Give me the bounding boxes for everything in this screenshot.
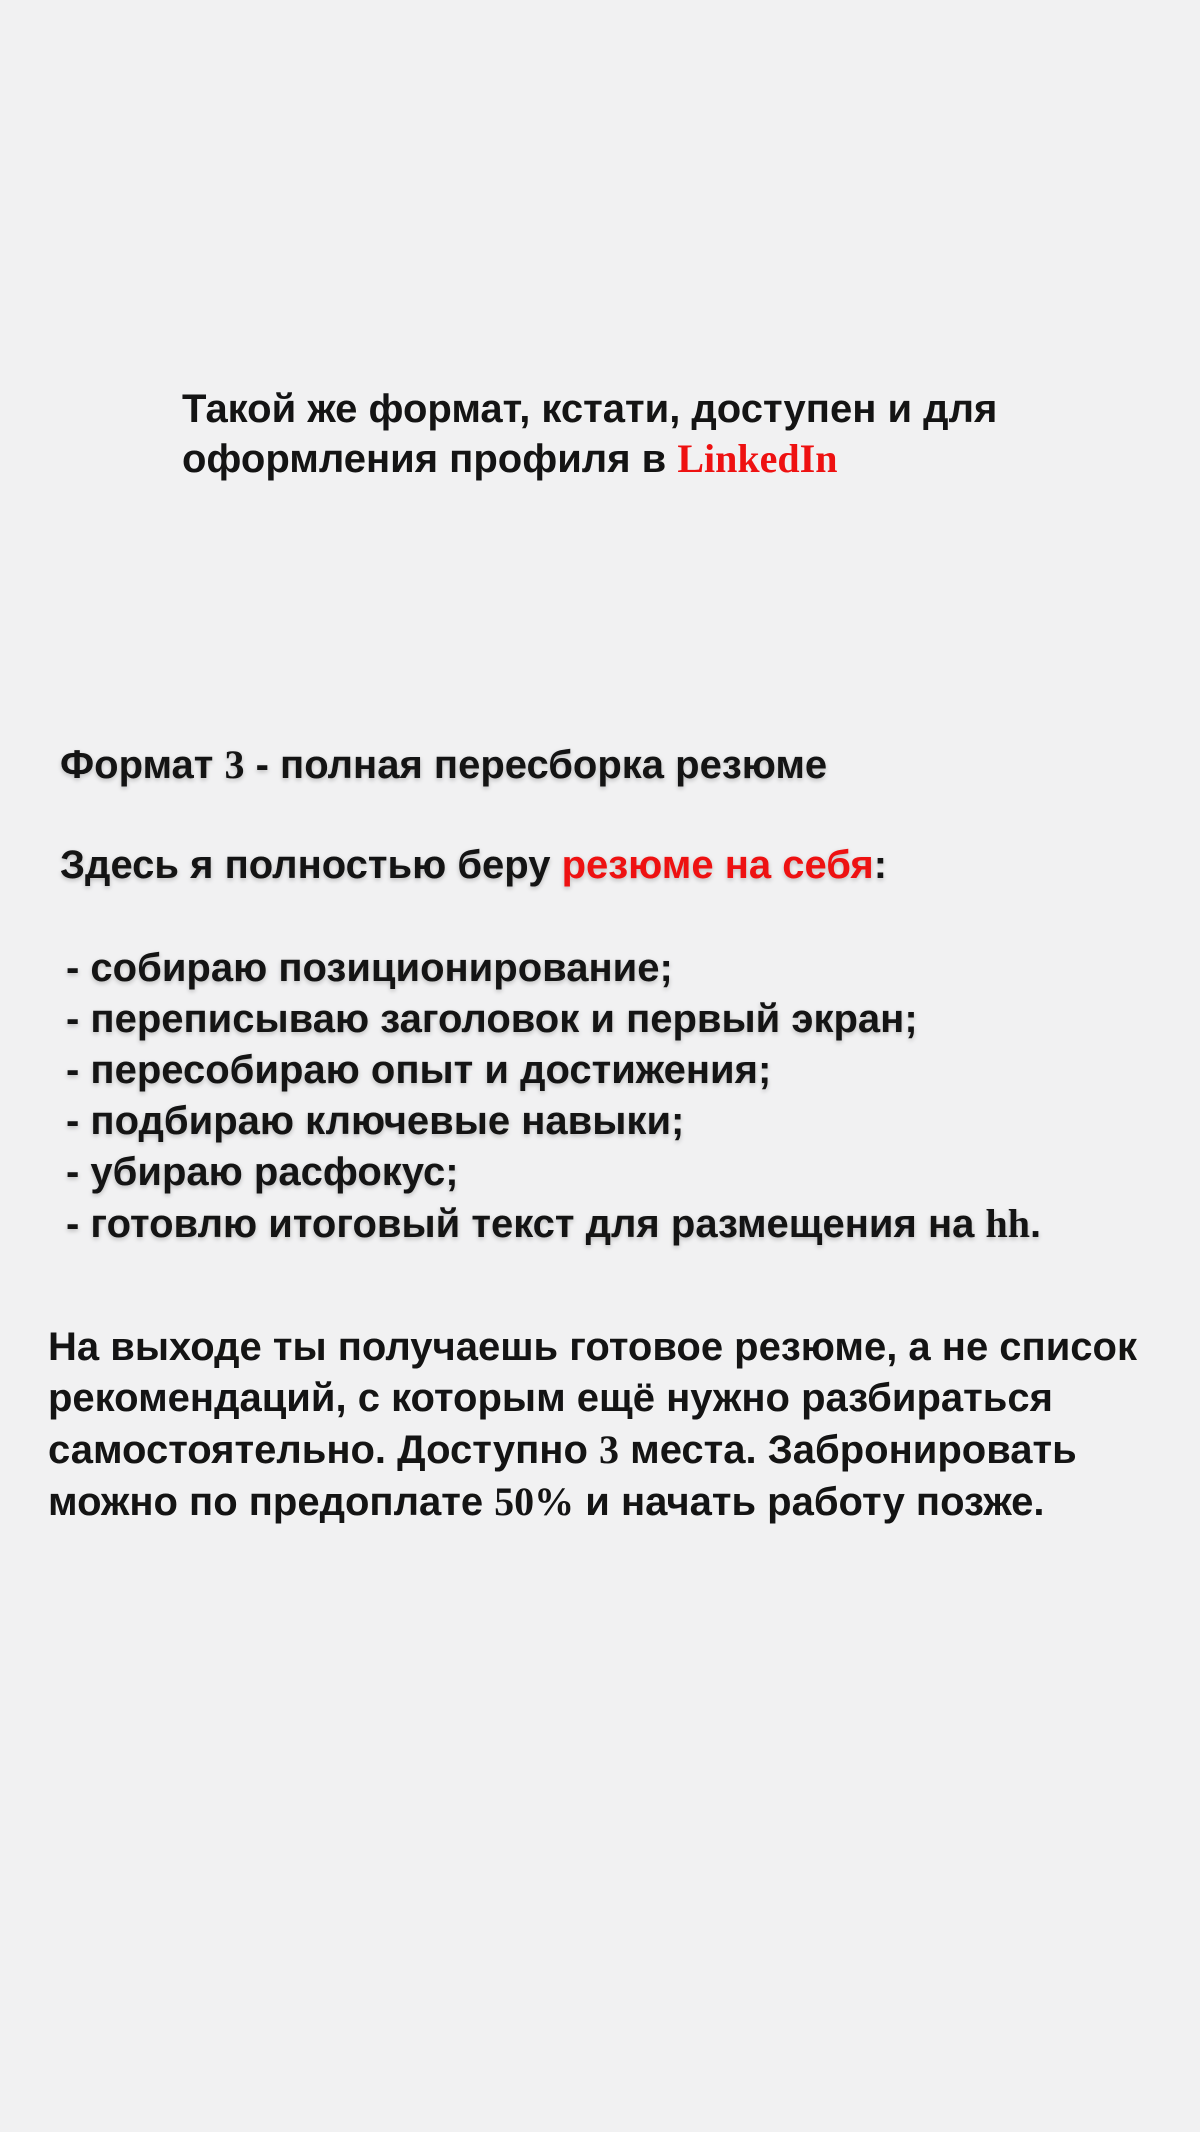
list-item-text: - готовлю итоговый текст для размещения на [66,1202,986,1246]
list-item: - подбираю ключевые навыки; [66,1099,685,1143]
linkedin-highlight: LinkedIn [677,436,838,481]
outcome-line-3-b: места. Забронировать [619,1428,1077,1472]
format-label: Формат [60,743,225,787]
outcome-line-3-a: самостоятельно. Доступно [48,1428,599,1472]
task-list [66,943,1176,1250]
hh-emphasis: hh [985,1201,1030,1246]
outcome-line-3 [48,1424,1188,1476]
statement-text: Здесь я полностью беру [60,843,562,887]
outcome-line-1: На выходе ты получаешь готовое резюме, а не список [48,1325,1138,1369]
list-item: - пересобираю опыт и достижения; [66,1048,772,1092]
outcome-line-4-a: можно по предоплате [48,1480,495,1524]
format-separator: - [244,743,281,787]
prepayment-percent: 50% [494,1479,575,1524]
intro-line-1: Такой же формат, кстати, доступен и для [182,387,998,431]
intro-text [182,384,1082,484]
format-title: полная пересборка резюме [280,743,828,787]
outcome-line-4 [48,1476,1188,1528]
statement-colon: : [873,843,888,887]
intro-line-2-text: оформления профиля в [182,437,678,481]
list-item-end: . [1030,1202,1042,1246]
format-heading [60,738,1160,792]
outcome-line-2: рекомендаций, с которым ещё нужно разбираться [48,1376,1053,1420]
statement-highlight: резюме на себя [561,843,874,887]
format-number: 3 [224,742,245,787]
places-count: 3 [599,1427,619,1472]
list-item [66,1198,1176,1250]
list-item: - собираю позиционирование; [66,946,673,990]
intro-line-2 [182,434,1082,484]
intro-statement [60,838,1160,892]
outcome-text [48,1322,1188,1528]
outcome-line-4-b: и начать работу позже. [574,1480,1045,1524]
list-item: - убираю расфокус; [66,1150,459,1194]
list-item: - переписываю заголовок и первый экран; [66,997,918,1041]
